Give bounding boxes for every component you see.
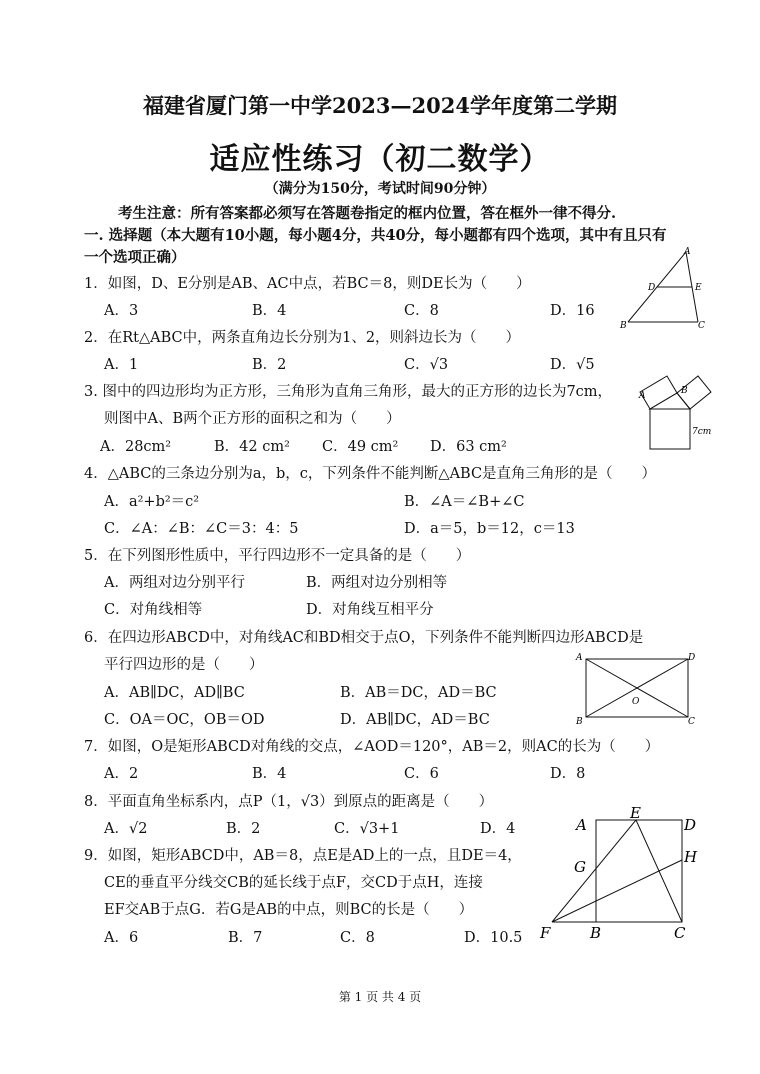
q7-stem: 7．如图，O是矩形ABCD对角线的交点，∠AOD＝120°，AB＝2，则AC的长为（ ） (84, 739, 660, 755)
exam-notice: 考生注意：所有答案都必须写在答题卷指定的框内位置，答在框外一律不得分. (118, 205, 617, 222)
q9-label-b: B (590, 924, 602, 942)
q2-option-c: C．√3 (404, 357, 449, 373)
q9-label-c: C (674, 924, 686, 942)
q1-label-d: D (648, 283, 656, 293)
q6-label-a: A (576, 653, 583, 663)
q3-label-b: B (681, 386, 688, 396)
q7-option-c: C．6 (404, 766, 439, 782)
q6-label-b: B (576, 717, 583, 727)
page-footer: 第 1 页 共 4 页 (338, 990, 422, 1004)
q9-label-e: E (630, 804, 641, 822)
q9-option-a: A．6 (104, 930, 139, 946)
q7-option-b: B．4 (252, 766, 287, 782)
q3-label-7cm: 7cm (692, 427, 712, 437)
q6-option-c: C．OA＝OC，OB＝OD (104, 712, 265, 728)
q1-label-e: E (695, 283, 702, 293)
q8-option-b: B．2 (226, 821, 261, 837)
q9-rectangle-figure (536, 804, 708, 944)
q8-option-a: A．√2 (104, 821, 148, 837)
q7-option-d: D．8 (550, 766, 586, 782)
q1-option-c: C．8 (404, 303, 439, 319)
q8-option-c: C．√3+1 (334, 821, 400, 837)
q5-option-c: C．对角线相等 (104, 602, 203, 618)
q4-option-c: C．∠A：∠B：∠C＝3：4：5 (104, 521, 299, 537)
q3-stem-line2: 则图中A、B两个正方形的面积之和为（ ） (104, 411, 401, 427)
q3-option-a: A．28cm² (100, 439, 172, 455)
q3-option-d: D．63 cm² (430, 439, 507, 455)
q1-option-b: B．4 (252, 303, 287, 319)
q1-label-c: C (698, 321, 705, 331)
exam-title: 适应性练习（初二数学） (209, 142, 551, 177)
q3-squares-figure (624, 368, 724, 454)
q6-stem-line1: 6．在四边形ABCD中，对角线AC和BD相交于点O，下列条件不能判断四边形ABCD是 (84, 630, 644, 646)
q5-stem: 5．在下列图形性质中，平行四边形不一定具备的是（ ） (84, 548, 471, 564)
q4-option-a: A．a²+b²＝c² (104, 494, 200, 510)
q3-stem-line1: 3. 图中的四边形均为正方形，三角形为直角三角形，最大的正方形的边长为7cm， (84, 384, 613, 400)
q5-option-b: B．两组对边分别相等 (306, 575, 448, 591)
q9-option-b: B．7 (228, 930, 263, 946)
exam-score-time: （满分为150分，考试时间90分钟） (264, 181, 496, 197)
q9-option-d: D．10.5 (464, 930, 523, 946)
q7-option-a: A．2 (104, 766, 139, 782)
q3-option-b: B．42 cm² (214, 439, 290, 455)
q6-option-a: A．AB∥DC，AD∥BC (104, 685, 245, 701)
q1-label-a: A (684, 247, 691, 257)
q9-stem-line2: CE的垂直平分线交CB的延长线于点F，交CD于点H，连接 (104, 875, 483, 891)
q2-option-a: A．1 (104, 357, 139, 373)
q9-label-f: F (540, 924, 551, 942)
q9-stem-line3: EF交AB于点G．若G是AB的中点，则BC的长是（ ） (104, 902, 474, 918)
q3-option-c: C．49 cm² (322, 439, 399, 455)
q6-option-b: B．AB＝DC，AD＝BC (340, 685, 497, 701)
q9-label-h: H (684, 848, 698, 866)
q9-option-c: C．8 (340, 930, 375, 946)
q9-label-g: G (574, 858, 586, 876)
section-heading-line1: 一. 选择题（本大题有10小题，每小题4分，共40分，每小题都有四个选项，其中有且只有 (84, 227, 667, 244)
q6-stem-line2: 平行四边形的是（ ） (104, 657, 264, 673)
exam-school-title: 福建省厦门第一中学2023—2024学年度第二学期 (143, 93, 617, 118)
q4-option-b: B．∠A＝∠B+∠C (404, 494, 525, 510)
q2-option-d: D．√5 (550, 357, 595, 373)
q6-option-d: D．AB∥DC，AD＝BC (340, 712, 490, 728)
q9-stem-line1: 9．如图，矩形ABCD中，AB＝8，点E是AD上的一点，且DE＝4， (84, 848, 522, 864)
q8-option-d: D．4 (480, 821, 516, 837)
q2-stem: 2．在Rt△ABC中，两条直角边长分别为1、2，则斜边长为（ ） (84, 330, 521, 346)
q1-option-a: A．3 (104, 303, 139, 319)
section-heading-line2: 一个选项正确） (84, 249, 186, 266)
q9-label-d: D (684, 816, 697, 834)
q1-label-b: B (620, 321, 627, 331)
q2-option-b: B．2 (252, 357, 287, 373)
q6-label-o: O (632, 697, 640, 707)
q4-option-d: D．a＝5，b＝12，c＝13 (404, 521, 575, 537)
q6-label-d: D (688, 653, 696, 663)
q9-label-a: A (576, 816, 587, 834)
q6-quadrilateral-figure (574, 648, 704, 728)
q1-triangle-figure (618, 246, 710, 332)
q5-option-a: A．两组对边分别平行 (104, 575, 245, 591)
q8-stem: 8．平面直角坐标系内，点P（1，√3）到原点的距离是（ ） (84, 794, 494, 810)
q4-stem: 4．△ABC的三条边分别为a，b，c，下列条件不能判断△ABC是直角三角形的是（ ） (84, 466, 657, 482)
q5-option-d: D．对角线互相平分 (306, 602, 434, 618)
q1-stem: 1．如图，D、E分别是AB、AC中点，若BC＝8，则DE长为（ ） (84, 276, 531, 292)
q6-label-c: C (688, 717, 695, 727)
q3-label-a: A (639, 391, 646, 401)
q1-option-d: D．16 (550, 303, 595, 319)
